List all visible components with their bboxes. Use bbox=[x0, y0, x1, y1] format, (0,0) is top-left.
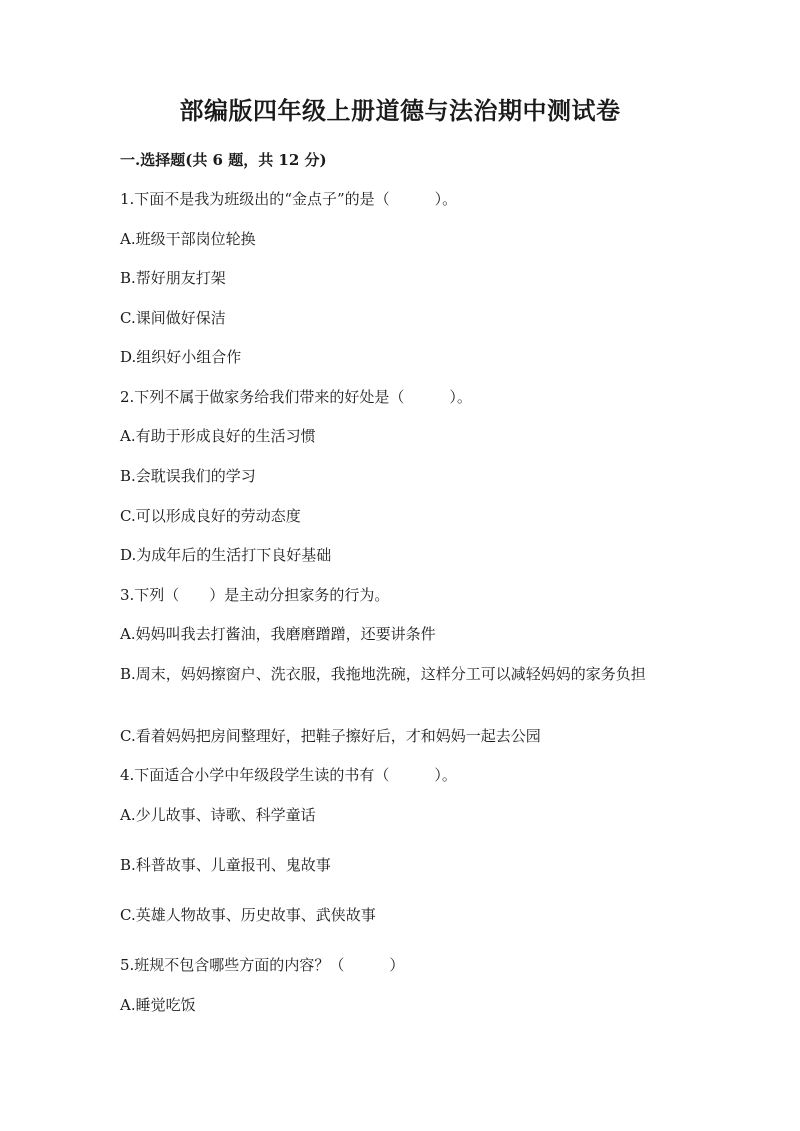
question-1-option-d: D.组织好小组合作 bbox=[120, 348, 242, 366]
question-1-option-c: C.课间做好保洁 bbox=[120, 309, 226, 327]
question-1-stem: 1.下面不是我为班级出的“金点子”的是（ ）。 bbox=[120, 190, 458, 208]
question-2-stem: 2.下列不属于做家务给我们带来的好处是（ ）。 bbox=[120, 388, 472, 406]
question-5-stem: 5.班规不包含哪些方面的内容？（ ） bbox=[120, 956, 405, 974]
question-3-option-a: A.妈妈叫我去打酱油，我磨磨蹭蹭，还要讲条件 bbox=[120, 625, 436, 643]
question-4-option-a: A.少儿故事、诗歌、科学童话 bbox=[120, 806, 316, 824]
question-4-option-b: B.科普故事、儿童报刊、鬼故事 bbox=[120, 856, 331, 874]
question-3-option-b: B.周末，妈妈擦窗户、洗衣服，我拖地洗碗，这样分工可以减轻妈妈的家务负担 bbox=[120, 665, 646, 683]
question-3-stem: 3.下列（ ）是主动分担家务的行为。 bbox=[120, 586, 390, 604]
question-2-option-b: B.会耽误我们的学习 bbox=[120, 467, 256, 485]
question-3-option-c: C.看着妈妈把房间整理好，把鞋子擦好后，才和妈妈一起去公园 bbox=[120, 727, 541, 745]
section-heading: 一.选择题(共 6 题，共 12 分) bbox=[120, 151, 327, 169]
question-5-option-a: A.睡觉吃饭 bbox=[120, 996, 196, 1014]
question-2-option-c: C.可以形成良好的劳动态度 bbox=[120, 507, 301, 525]
question-1-option-b: B.帮好朋友打架 bbox=[120, 269, 226, 287]
question-4-stem: 4.下面适合小学中年级段学生读的书有（ ）。 bbox=[120, 766, 457, 784]
question-2-option-d: D.为成年后的生活打下良好基础 bbox=[120, 546, 332, 564]
page-title: 部编版四年级上册道德与法治期中测试卷 bbox=[179, 96, 621, 125]
question-2-option-a: A.有助于形成良好的生活习惯 bbox=[120, 427, 316, 445]
question-1-option-a: A.班级干部岗位轮换 bbox=[120, 230, 256, 248]
question-4-option-c: C.英雄人物故事、历史故事、武侠故事 bbox=[120, 906, 376, 924]
